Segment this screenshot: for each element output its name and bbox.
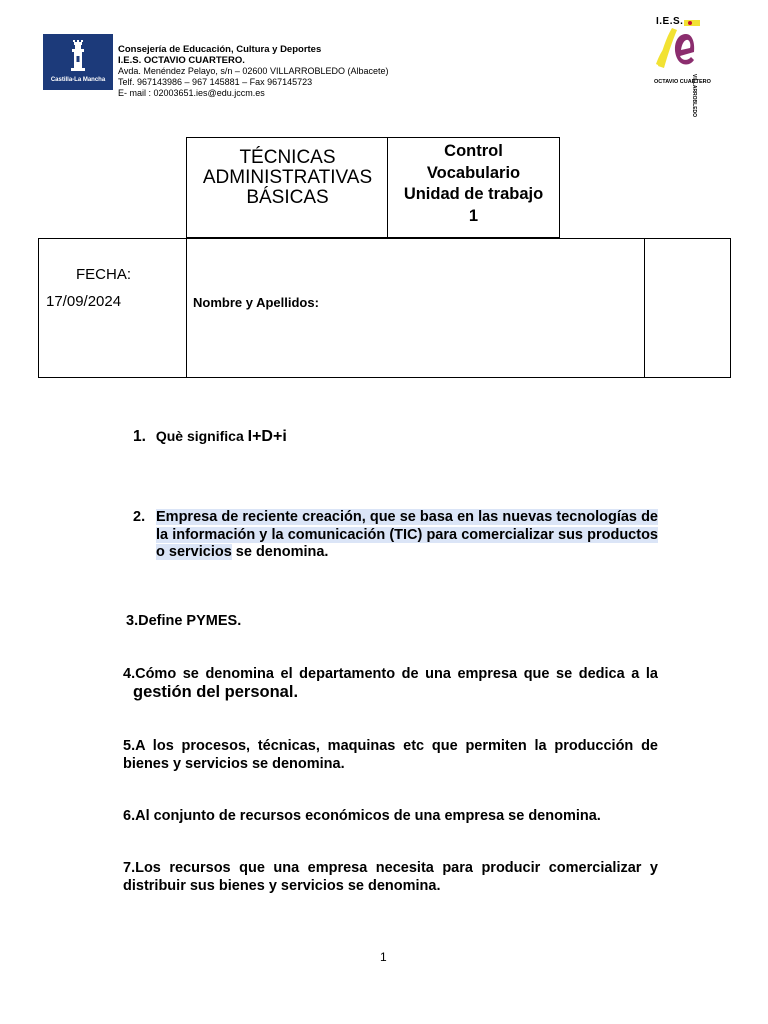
question-1-text: Què significa — [155, 428, 248, 444]
header-phone: Telf. 967143986 – 967 145881 – Fax 967145723 — [118, 77, 313, 87]
control-line-4: 1 — [468, 206, 479, 225]
question-5: 5.A los procesos, técnicas, maquinas etc que permiten la producción de bienes y servicios se denomina. — [123, 738, 658, 772]
header-consejeria: Consejería de Educación, Cultura y Deportes — [118, 44, 322, 55]
header-email: E- mail : 02003651.ies@edu.jccm.es — [118, 88, 265, 98]
question-3: 3.Define PYMES. — [126, 613, 242, 629]
question-4-body — [123, 666, 658, 702]
subject-title-cell — [186, 137, 388, 238]
name-label: Nombre y Apellidos: — [193, 295, 319, 310]
question-2 — [133, 509, 658, 562]
control-title-cell — [387, 137, 560, 238]
control-line-2: Vocabulario — [426, 163, 521, 182]
grade-cell[interactable] — [644, 238, 731, 378]
question-2-number: 2. — [133, 509, 146, 525]
date-cell — [38, 238, 187, 378]
page-number: 1 — [380, 950, 387, 964]
question-4-term: gestión del personal. — [133, 682, 299, 701]
control-title — [388, 141, 559, 227]
question-1-term: I+D+i — [247, 428, 287, 445]
ies-logo-text: I.E.S. — [656, 16, 684, 27]
date-label: FECHA: — [76, 266, 132, 283]
subject-line-1: TÉCNICAS — [239, 147, 336, 168]
ies-octavio-cuartero-logo — [650, 16, 711, 118]
question-6: 6.Al conjunto de recursos económicos de una empresa se denomina. — [123, 808, 601, 824]
ies-logo-bottom-text: OCTAVIO CUARTERO — [654, 79, 711, 85]
logo-caption: Castilla-La Mancha — [50, 77, 106, 83]
castilla-la-mancha-logo — [43, 34, 113, 90]
subject-line-3: BÁSICAS — [246, 187, 329, 208]
question-4 — [123, 666, 658, 702]
header-address: Avda. Menéndez Pelayo, s/n – 02600 VILLARROBLEDO (Albacete) — [118, 66, 389, 76]
ies-logo-side-text: VILLARROBLEDO — [691, 74, 697, 118]
institution-header — [118, 44, 389, 99]
header-school-name: I.E.S. OCTAVIO CUARTERO. — [118, 55, 245, 66]
control-line-1: Control — [444, 142, 503, 160]
question-7: 7.Los recursos que una empresa necesita para producir comercializar y distribuir sus bienes y servicios se denomina. — [123, 860, 658, 894]
control-line-3: Unidad de trabajo — [403, 185, 544, 203]
question-1 — [133, 428, 287, 446]
name-cell[interactable] — [186, 238, 645, 378]
question-4-text: 4.Cómo se denomina el departamento de una empresa que se dedica a la — [123, 666, 658, 682]
date-value: 17/09/2024 — [46, 293, 122, 310]
question-1-number: 1. — [133, 428, 146, 445]
subject-line-2: ADMINISTRATIVAS — [202, 167, 373, 188]
question-2-rest-text: se denomina. — [231, 544, 329, 560]
subject-title — [187, 148, 388, 208]
question-2-highlighted-text: Empresa de reciente creación, que se basa en las nuevas tecnologías de la información y la comunicación (TIC) para comercializar sus productos o servicios — [156, 509, 658, 560]
question-2-body — [156, 509, 658, 562]
